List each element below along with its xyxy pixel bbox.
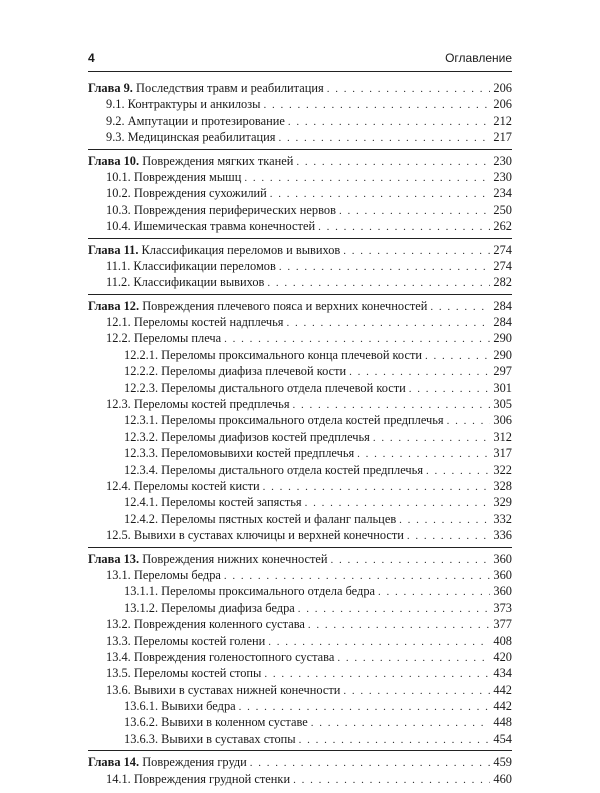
section-entry[interactable] bbox=[88, 169, 512, 185]
page-ref: 442 bbox=[493, 699, 512, 714]
dot-leader bbox=[357, 446, 490, 462]
entry-label: 12.3.1. Переломы проксимального отдела костей предплечья bbox=[124, 413, 444, 428]
chapter-label bbox=[88, 298, 427, 314]
dot-leader bbox=[267, 275, 490, 291]
section-entry[interactable] bbox=[88, 274, 512, 290]
entry-label: 10.4. Ишемическая травма конечностей bbox=[106, 219, 316, 234]
dot-leader bbox=[339, 203, 490, 219]
page-ref: 297 bbox=[493, 364, 512, 379]
entry-label: 12.1. Переломы костей надплечья bbox=[106, 315, 284, 330]
dot-leader bbox=[263, 479, 491, 495]
subsection-entry[interactable] bbox=[88, 380, 512, 396]
chapter-heading[interactable] bbox=[88, 551, 512, 567]
subsection-entry[interactable] bbox=[88, 429, 512, 445]
section-entry[interactable] bbox=[88, 665, 512, 681]
entry-label: 13.1.2. Переломы диафиза бедра bbox=[124, 600, 295, 615]
chapter-block bbox=[88, 80, 512, 150]
dot-leader bbox=[268, 634, 490, 650]
dot-leader bbox=[264, 666, 490, 682]
chapter-heading[interactable] bbox=[88, 242, 512, 258]
dot-leader bbox=[305, 495, 491, 511]
entry-label: 10.3. Повреждения периферических нервов bbox=[106, 202, 336, 217]
table-of-contents bbox=[88, 80, 512, 793]
page-ref: 282 bbox=[493, 275, 512, 290]
entry-label: 13.6.2. Вывихи в коленном суставе bbox=[124, 715, 308, 730]
entry-label: 12.2.3. Переломы дистального отдела плечевой кости bbox=[124, 380, 406, 395]
page-ref: 206 bbox=[493, 97, 512, 112]
section-entry[interactable] bbox=[88, 567, 512, 583]
section-entry[interactable] bbox=[88, 330, 512, 346]
dot-leader bbox=[318, 219, 490, 235]
page-ref: 284 bbox=[493, 298, 512, 313]
entry-label: 12.5. Вывихи в суставах ключицы и верхней конечности bbox=[106, 528, 404, 543]
entry-label: 14.1. Повреждения грудной стенки bbox=[106, 771, 291, 786]
chapter-heading[interactable] bbox=[88, 80, 512, 96]
section-entry[interactable] bbox=[88, 202, 512, 218]
dot-leader bbox=[288, 114, 491, 130]
dot-leader bbox=[331, 552, 491, 568]
subsection-entry[interactable] bbox=[88, 714, 512, 730]
chapter-number: Глава 14. bbox=[88, 755, 140, 770]
page-ref: 212 bbox=[493, 113, 512, 128]
page-ref: 290 bbox=[493, 331, 512, 346]
subsection-entry[interactable] bbox=[88, 494, 512, 510]
entry-label: 12.2. Переломы плеча bbox=[106, 331, 222, 346]
entry-label: 13.3. Переломы костей голени bbox=[106, 633, 266, 648]
dot-leader bbox=[244, 170, 490, 186]
entry-label: 12.4. Переломы костей кисти bbox=[106, 478, 260, 493]
page-ref: 336 bbox=[493, 528, 512, 543]
section-entry[interactable] bbox=[88, 649, 512, 665]
dot-leader bbox=[293, 772, 490, 788]
dot-leader bbox=[337, 650, 490, 666]
subsection-entry[interactable] bbox=[88, 347, 512, 363]
section-entry[interactable] bbox=[88, 258, 512, 274]
chapter-block bbox=[88, 153, 512, 239]
dot-leader bbox=[293, 397, 491, 413]
chapter-heading[interactable] bbox=[88, 754, 512, 770]
chapter-heading[interactable] bbox=[88, 298, 512, 314]
section-entry[interactable] bbox=[88, 129, 512, 145]
page-ref: 448 bbox=[493, 715, 512, 730]
page-ref: 360 bbox=[493, 567, 512, 582]
page-ref: 434 bbox=[493, 666, 512, 681]
page-ref: 332 bbox=[493, 511, 512, 526]
subsection-entry[interactable] bbox=[88, 511, 512, 527]
page-ref: 322 bbox=[493, 462, 512, 477]
entry-label: 10.1. Повреждения мышц bbox=[106, 169, 242, 184]
dot-leader bbox=[287, 315, 491, 331]
page-ref: 290 bbox=[493, 347, 512, 362]
page-ref: 206 bbox=[493, 81, 512, 95]
section-entry[interactable] bbox=[88, 314, 512, 330]
page-ref: 459 bbox=[493, 755, 512, 770]
page-ref: 317 bbox=[493, 446, 512, 461]
page-ref: 274 bbox=[493, 242, 512, 257]
section-entry[interactable] bbox=[88, 396, 512, 412]
chapter-title: Повреждения груди bbox=[142, 755, 247, 770]
dot-leader bbox=[250, 755, 491, 771]
section-entry[interactable] bbox=[88, 633, 512, 649]
chapter-number: Глава 11. bbox=[88, 242, 139, 257]
dot-leader bbox=[278, 130, 490, 146]
entry-label: 13.6. Вывихи в суставах нижней конечности bbox=[106, 682, 341, 697]
page-ref: 408 bbox=[493, 633, 512, 648]
chapter-label bbox=[88, 80, 324, 96]
page-ref: 442 bbox=[493, 682, 512, 697]
chapter-block bbox=[88, 298, 512, 548]
chapter-title: Повреждения плечевого пояса и верхних конечностей bbox=[142, 298, 428, 313]
entry-label: 12.2.2. Переломы диафиза плечевой кости bbox=[124, 364, 347, 379]
entry-label: 13.1. Переломы бедра bbox=[106, 567, 221, 582]
subsection-entry[interactable] bbox=[88, 363, 512, 379]
dot-leader bbox=[224, 568, 491, 584]
page-ref: 306 bbox=[493, 413, 512, 428]
chapter-block bbox=[88, 242, 512, 295]
page-ref: 360 bbox=[493, 584, 512, 599]
dot-leader bbox=[296, 154, 490, 170]
page-ref: 312 bbox=[493, 429, 512, 444]
chapter-title: Последствия травм и реабилитация bbox=[136, 81, 324, 95]
entry-label: 13.5. Переломы костей стопы bbox=[106, 666, 262, 681]
dot-leader bbox=[279, 259, 491, 275]
page-ref: 377 bbox=[493, 617, 512, 632]
section-entry[interactable] bbox=[88, 771, 512, 787]
entry-label: 13.4. Повреждения голеностопного сустава bbox=[106, 649, 335, 664]
subsection-entry[interactable] bbox=[88, 583, 512, 599]
dot-leader bbox=[343, 683, 490, 699]
chapter-number: Глава 12. bbox=[88, 298, 140, 313]
dot-leader bbox=[430, 299, 490, 315]
page-ref: 250 bbox=[493, 202, 512, 217]
dot-leader bbox=[378, 584, 490, 600]
page-ref: 230 bbox=[493, 153, 512, 168]
dot-leader bbox=[299, 732, 491, 748]
entry-label: 13.6.3. Вывихи в суставах стопы bbox=[124, 731, 296, 746]
dot-leader bbox=[399, 512, 490, 528]
dot-leader bbox=[239, 699, 491, 715]
page-ref: 454 bbox=[493, 731, 512, 746]
section-entry[interactable] bbox=[88, 527, 512, 543]
dot-leader bbox=[373, 430, 491, 446]
section-entry[interactable] bbox=[88, 682, 512, 698]
entry-label: 9.3. Медицинская реабилитация bbox=[106, 130, 276, 145]
subsection-entry[interactable] bbox=[88, 600, 512, 616]
entry-label: 13.1.1. Переломы проксимального отдела бедра bbox=[124, 584, 376, 599]
section-entry[interactable] bbox=[88, 185, 512, 201]
entry-label: 11.1. Классификации переломов bbox=[106, 258, 276, 273]
subsection-entry[interactable] bbox=[88, 698, 512, 714]
entry-label: 12.3.4. Переломы дистального отдела костей предплечья bbox=[124, 462, 424, 477]
chapter-heading[interactable] bbox=[88, 153, 512, 169]
page-ref: 360 bbox=[493, 551, 512, 566]
page-ref: 373 bbox=[493, 600, 512, 615]
chapter-number: Глава 9. bbox=[88, 81, 133, 95]
entry-label: 12.4.2. Переломы пястных костей и фаланг пальцев bbox=[124, 511, 397, 526]
dot-leader bbox=[298, 601, 491, 617]
dot-leader bbox=[425, 348, 490, 364]
chapter-label bbox=[88, 242, 340, 258]
entry-label: 12.3. Переломы костей предплечья bbox=[106, 397, 290, 412]
page-number: 4 bbox=[88, 51, 95, 65]
page-ref: 234 bbox=[493, 186, 512, 201]
chapter-label bbox=[88, 551, 328, 567]
dot-leader bbox=[343, 243, 490, 259]
chapter-label bbox=[88, 754, 247, 770]
dot-leader bbox=[409, 381, 491, 397]
section-entry[interactable] bbox=[88, 616, 512, 632]
page-ref: 329 bbox=[493, 495, 512, 510]
dot-leader bbox=[308, 617, 491, 633]
entry-label: 9.2. Ампутации и протезирование bbox=[106, 113, 285, 128]
section-entry[interactable] bbox=[88, 478, 512, 494]
subsection-entry[interactable] bbox=[88, 731, 512, 747]
dot-leader bbox=[407, 528, 491, 544]
subsection-entry[interactable] bbox=[88, 412, 512, 428]
dot-leader bbox=[311, 715, 491, 731]
entry-label: 11.2. Классификации вывихов bbox=[106, 275, 265, 290]
page-ref: 420 bbox=[493, 649, 512, 664]
subsection-entry[interactable] bbox=[88, 462, 512, 478]
chapter-label bbox=[88, 153, 293, 169]
chapter-title: Повреждения мягких тканей bbox=[142, 153, 294, 168]
entry-label: 13.2. Повреждения коленного сустава bbox=[106, 617, 305, 632]
entry-label: 12.2.1. Переломы проксимального конца плечевой кости bbox=[124, 347, 422, 362]
page-ref: 328 bbox=[493, 478, 512, 493]
page-ref: 262 bbox=[493, 219, 512, 234]
section-entry[interactable] bbox=[88, 96, 512, 112]
dot-leader bbox=[349, 364, 490, 380]
page-ref: 230 bbox=[493, 169, 512, 184]
page-ref: 305 bbox=[493, 397, 512, 412]
page-ref: 284 bbox=[493, 315, 512, 330]
entry-label: 10.2. Повреждения сухожилий bbox=[106, 186, 267, 201]
chapter-title: Классификация переломов и вывихов bbox=[141, 242, 341, 257]
chapter-number: Глава 13. bbox=[88, 551, 140, 566]
chapter-number: Глава 10. bbox=[88, 153, 140, 168]
running-header bbox=[88, 49, 512, 72]
chapter-block bbox=[88, 551, 512, 752]
page-ref: 301 bbox=[493, 380, 512, 395]
entry-label: 12.3.2. Переломы диафизов костей предплечья bbox=[124, 429, 370, 444]
entry-label: 13.6.1. Вывихи бедра bbox=[124, 699, 236, 714]
page-ref: 274 bbox=[493, 258, 512, 273]
section-entry[interactable] bbox=[88, 218, 512, 234]
entry-label: 12.4.1. Переломы костей запястья bbox=[124, 495, 302, 510]
page-ref: 460 bbox=[493, 771, 512, 786]
dot-leader bbox=[263, 97, 490, 113]
dot-leader bbox=[270, 186, 491, 202]
entry-label: 12.3.3. Переломовывихи костей предплечья bbox=[124, 446, 355, 461]
dot-leader bbox=[426, 463, 490, 479]
section-entry[interactable] bbox=[88, 113, 512, 129]
subsection-entry[interactable] bbox=[88, 445, 512, 461]
chapter-block bbox=[88, 754, 512, 790]
page-ref: 217 bbox=[493, 130, 512, 145]
dot-leader bbox=[327, 81, 491, 97]
dot-leader bbox=[447, 413, 491, 429]
entry-label: 9.1. Контрактуры и анкилозы bbox=[106, 97, 261, 112]
running-title: Оглавление bbox=[445, 51, 512, 65]
chapter-title: Повреждения нижних конечностей bbox=[142, 551, 328, 566]
dot-leader bbox=[224, 331, 490, 347]
